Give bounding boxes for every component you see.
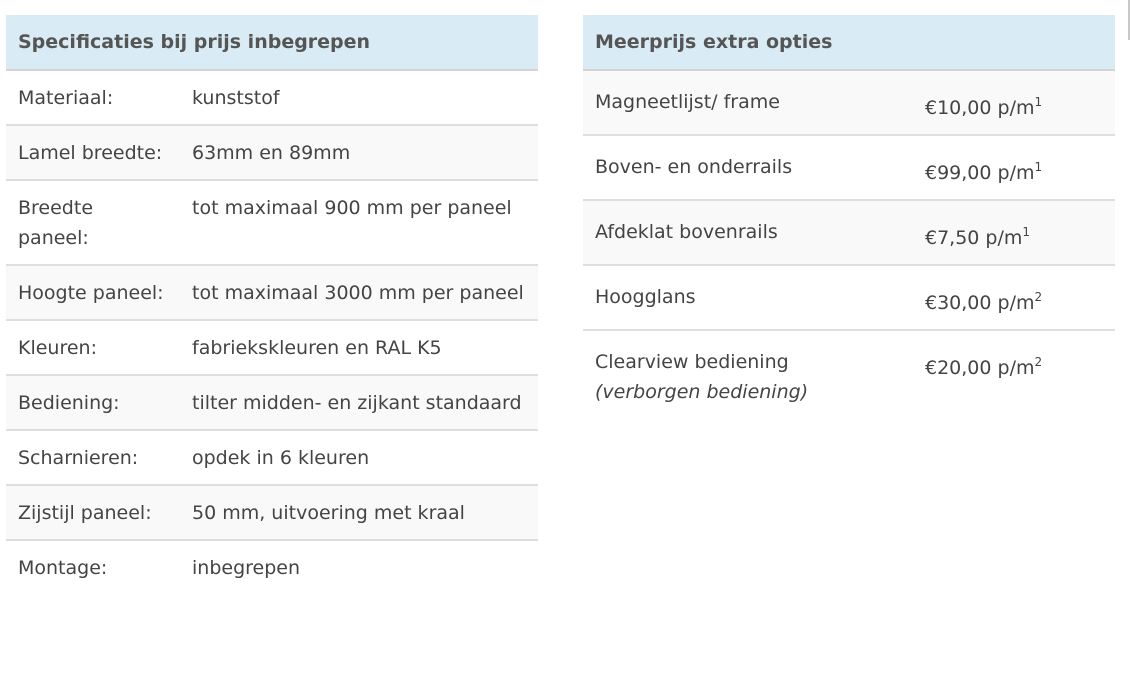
option-price (913, 200, 1115, 265)
spec-value: tot maximaal 900 mm per paneel (180, 180, 538, 265)
spec-row (6, 70, 538, 125)
option-price-unit-power: 1 (1034, 94, 1043, 109)
spec-row (6, 430, 538, 485)
option-price-value: €30,00 p/m (925, 292, 1035, 314)
spec-value: kunststof (180, 70, 538, 125)
spec-label: Materiaal: (6, 70, 180, 125)
option-price-unit-power: 2 (1034, 354, 1043, 369)
option-price (913, 330, 1115, 424)
spec-row (6, 485, 538, 540)
spec-value: tilter midden- en zijkant standaard (180, 375, 538, 430)
option-label: Hoogglans (583, 265, 913, 330)
spec-value: 63mm en 89mm (180, 125, 538, 180)
spec-value: opdek in 6 kleuren (180, 430, 538, 485)
spec-label: Bediening: (6, 375, 180, 430)
spec-label: Zijstijl paneel: (6, 485, 180, 540)
spec-value: 50 mm, uitvoering met kraal (180, 485, 538, 540)
option-price-unit-power: 1 (1034, 159, 1043, 174)
option-label: Afdeklat bovenrails (583, 200, 913, 265)
spec-label: Scharnieren: (6, 430, 180, 485)
option-price-value: €10,00 p/m (925, 97, 1035, 119)
option-price (913, 265, 1115, 330)
spec-label: Montage: (6, 540, 180, 594)
spec-row (6, 265, 538, 320)
spec-label: Lamel breedte: (6, 125, 180, 180)
specs-table (6, 15, 538, 594)
option-label: Clearview bediening (595, 351, 789, 373)
spec-row (6, 375, 538, 430)
option-note: (verborgen bediening) (595, 381, 809, 403)
options-table (583, 15, 1115, 424)
spec-label: Kleuren: (6, 320, 180, 375)
spec-row (6, 540, 538, 594)
option-price (913, 135, 1115, 200)
option-row (583, 330, 1115, 424)
spec-value: fabriekskleuren en RAL K5 (180, 320, 538, 375)
spec-label: Breedte paneel: (6, 180, 180, 265)
spec-label: Hoogte paneel: (6, 265, 180, 320)
option-label-cell (583, 330, 913, 424)
option-row (583, 135, 1115, 200)
spec-row (6, 125, 538, 180)
option-label: Magneetlijst/ frame (583, 70, 913, 135)
option-row (583, 200, 1115, 265)
spec-row (6, 320, 538, 375)
spec-value: inbegrepen (180, 540, 538, 594)
option-label: Boven- en onderrails (583, 135, 913, 200)
option-row (583, 70, 1115, 135)
option-price-value: €7,50 p/m (925, 227, 1023, 249)
option-price (913, 70, 1115, 135)
option-price-value: €20,00 p/m (925, 357, 1035, 379)
spec-value: tot maximaal 3000 mm per paneel (180, 265, 538, 320)
options-header: Meerprijs extra opties (583, 15, 1115, 70)
option-price-unit-power: 1 (1022, 224, 1031, 239)
specs-header: Specificaties bij prijs inbegrepen (6, 15, 538, 70)
option-price-value: €99,00 p/m (925, 162, 1035, 184)
option-price-unit-power: 2 (1034, 289, 1043, 304)
option-row (583, 265, 1115, 330)
spec-row (6, 180, 538, 265)
